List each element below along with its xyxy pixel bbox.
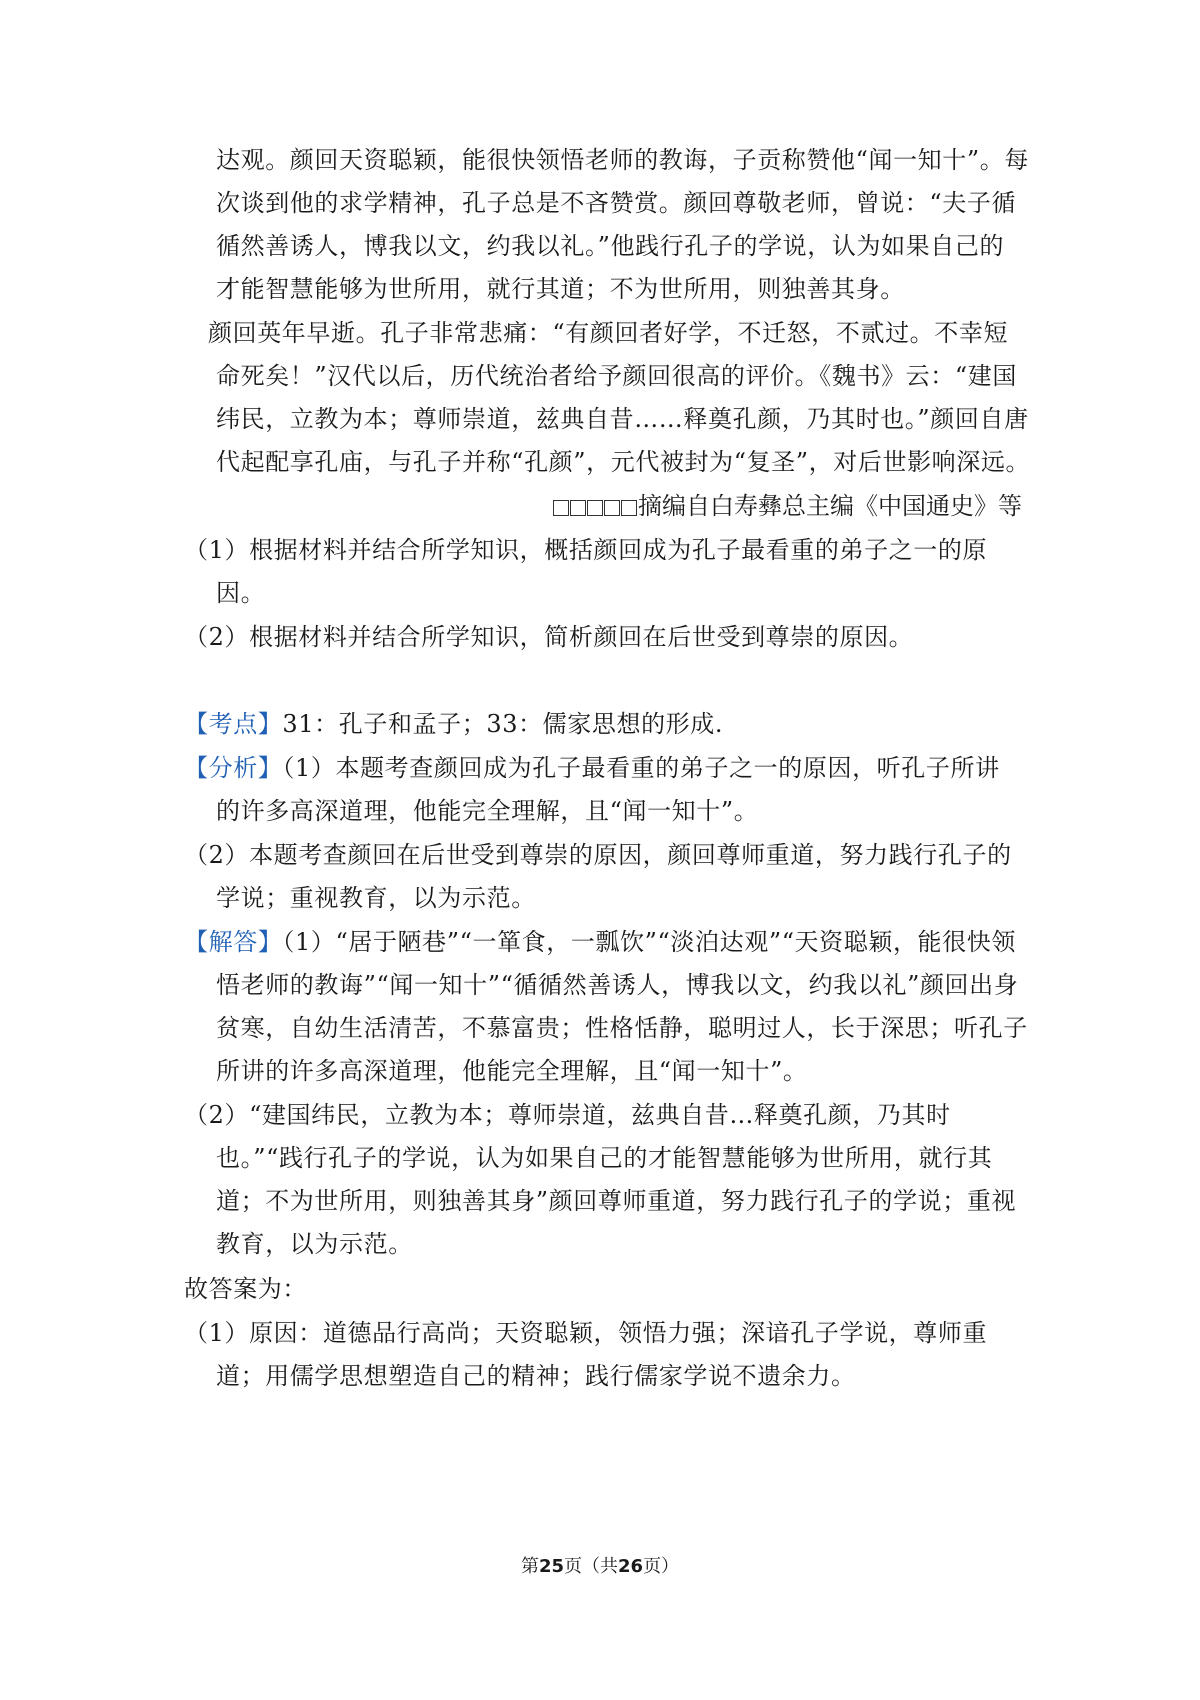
kaodian-text: 31：孔子和孟子；33：儒家思想的形成. (282, 710, 724, 738)
answer-line: 道；用儒学思想塑造自己的精神；践行儒家学说不遗余力。 (216, 1362, 856, 1390)
kaodian-tag: 【考点】 (184, 710, 283, 738)
material-line: 循然善诱人，博我以文，约我以礼。”他践行孔子的学说，认为如果自己的 (216, 232, 1005, 260)
question-1: （1）根据材料并结合所学知识，概括颜回成为孔子最看重的弟子之一的原 (184, 536, 988, 564)
fenxi-line: 学说；重视教育，以为示范。 (216, 884, 536, 912)
question-1-cont: 因。 (216, 579, 266, 607)
jieda-line: 道；不为世所用，则独善其身”颜回尊师重道，努力践行孔子的学说；重视 (216, 1187, 1017, 1215)
jieda-line: 所讲的许多高深道理，他能完全理解，且“闻一知十”。 (216, 1057, 808, 1085)
material-line: 次谈到他的求学精神，孔子总是不吝赞赏。颜回尊敬老师，曾说：“夫子循 (216, 189, 1017, 217)
fenxi-line: 的许多高深道理，他能完全理解，且“闻一知十”。 (216, 797, 759, 825)
jieda-text: （1）“居于陋巷”“一箪食，一瓢饮”“淡泊达观”“天资聪颖，能很快领 (282, 928, 1016, 956)
fenxi-row (184, 751, 1000, 785)
material-line: 颜回英年早逝。孔子非常悲痛：“有颜回者好学，不迁怒，不贰过。不幸短 (208, 319, 1009, 347)
jieda-line: 也。”“践行孔子的学说，认为如果自己的才能智慧能够为世所用，就行其 (216, 1144, 993, 1172)
jieda-line: 教育，以为示范。 (216, 1230, 413, 1258)
kaodian-row (184, 707, 723, 741)
material-line: 命死矣！”汉代以后，历代统治者给予颜回很高的评价。《魏书》云：“建国 (216, 362, 1017, 390)
question-2: （2）根据材料并结合所学知识，简析颜回在后世受到尊崇的原因。 (184, 623, 914, 651)
jieda-line: （2）“建国纬民，立教为本；尊师崇道，兹典自昔…释奠孔颜，乃其时 (184, 1101, 951, 1129)
jieda-line: 贫寒，自幼生活清苦，不慕富贵；性格恬静，聪明过人，长于深思；听孔子 (216, 1014, 1028, 1042)
page-number: 25 (538, 1556, 564, 1577)
material-line: 代起配享孔庙，与孔子并称“孔颜”，元代被封为“复圣”，对后世影响深远。 (216, 448, 1031, 476)
answer-heading: 故答案为： (184, 1275, 307, 1303)
material-line: 才能智慧能够为世所用，就行其道；不为世所用，则独善其身。 (216, 275, 905, 303)
jieda-line: 悟老师的教诲”“闻一知十”“循循然善诱人，博我以文，约我以礼”颜回出身 (216, 971, 1019, 999)
page-total: 26 (618, 1556, 644, 1577)
page-footer: 第25页（共26页） (520, 1556, 680, 1577)
fenxi-tag: 【分析】 (184, 754, 283, 782)
answer-line: （1）原因：道德品行高尚；天资聪颖，领悟力强；深谙孔子学说，尊师重 (184, 1319, 988, 1347)
material-line: 纬民，立教为本；尊师崇道，兹典自昔……释奠孔颜，乃其时也。”颜回自唐 (216, 405, 1029, 433)
fenxi-line: （2）本题考查颜回在后世受到尊崇的原因，颜回尊师重道，努力践行孔子的 (184, 841, 1012, 869)
jieda-tag: 【解答】 (184, 928, 283, 956)
material-source: 摘编自白寿彝总主编《中国通史》等 (553, 489, 1022, 523)
material-line: 达观。颜回天资聪颖，能很快领悟老师的教诲，子贡称赞他“闻一知十”。每 (216, 146, 1029, 174)
jieda-row (184, 925, 1016, 959)
fenxi-text: （1）本题考查颜回成为孔子最看重的弟子之一的原因，听孔子所讲 (282, 754, 1000, 782)
